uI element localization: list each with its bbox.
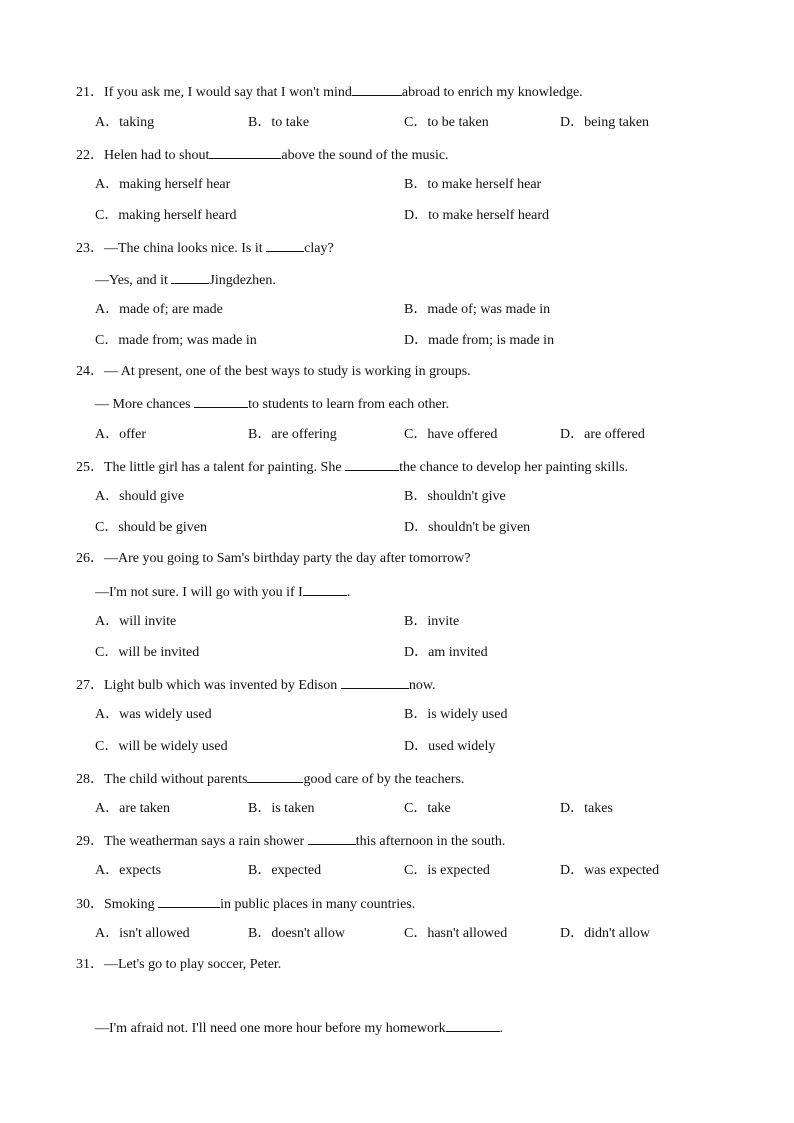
answer-blank <box>352 82 402 96</box>
answer-blank <box>308 831 356 845</box>
option-c[interactable]: C．take <box>404 801 451 816</box>
option-c[interactable]: C．making herself heard <box>95 208 237 223</box>
option-b[interactable]: B．to make herself hear <box>404 177 542 192</box>
option-a[interactable]: A．will invite <box>95 614 177 629</box>
stem-text: The child without parents <box>104 772 248 787</box>
option-a[interactable]: A．should give <box>95 489 185 504</box>
question-stem <box>76 956 281 974</box>
stem-text: in public places in many countries. <box>220 897 416 912</box>
stem-text: — At present, one of the best ways to study is working in groups. <box>104 364 471 379</box>
question-stem <box>76 894 415 914</box>
stem-text: —Let's go to play soccer, Peter. <box>104 957 282 972</box>
reply-text: . <box>499 1021 504 1036</box>
option-c[interactable]: C．should be given <box>95 520 207 535</box>
answer-blank <box>158 894 220 908</box>
option-b[interactable]: B．invite <box>404 614 460 629</box>
option-d[interactable]: D．shouldn't be given <box>404 520 531 535</box>
option-a[interactable]: A．are taken <box>95 801 171 816</box>
option-d[interactable]: D．didn't allow <box>560 926 651 941</box>
option-b[interactable]: B．are offering <box>248 427 337 442</box>
option-a[interactable]: A．making herself hear <box>95 177 231 192</box>
option-d[interactable]: D．being taken <box>560 115 650 130</box>
stem-text: —The china looks nice. Is it <box>104 241 267 256</box>
question-number: 29． <box>76 834 104 849</box>
stem-text: clay? <box>304 241 334 256</box>
option-a[interactable]: A．was widely used <box>95 707 212 722</box>
stem-text: good care of by the teachers. <box>303 772 465 787</box>
reply-text: —Yes, and it <box>95 273 172 288</box>
option-b[interactable]: B．made of; was made in <box>404 302 551 317</box>
option-c[interactable]: C．is expected <box>404 863 490 878</box>
stem-text: The little girl has a talent for painting. She <box>104 460 346 475</box>
question-number: 24． <box>76 364 104 379</box>
question-stem <box>76 82 583 102</box>
option-a[interactable]: A．taking <box>95 115 155 130</box>
stem-text: Helen had to shout <box>104 148 210 163</box>
option-a[interactable]: A．offer <box>95 427 147 442</box>
reply-text: —I'm not sure. I will go with you if I <box>95 585 303 600</box>
stem-text: now. <box>408 678 436 693</box>
answer-blank <box>194 394 248 408</box>
answer-blank <box>446 1018 500 1032</box>
option-b[interactable]: B．is widely used <box>404 707 508 722</box>
option-c[interactable]: C．will be invited <box>95 645 200 660</box>
question-stem <box>76 831 505 851</box>
question-number: 30． <box>76 897 104 912</box>
question-number: 25． <box>76 460 104 475</box>
reply-text: . <box>346 585 351 600</box>
stem-text: If you ask me, I would say that I won't mind <box>104 85 352 100</box>
option-d[interactable]: D．takes <box>560 801 613 816</box>
question-number: 27． <box>76 678 104 693</box>
option-d[interactable]: D．to make herself heard <box>404 208 549 223</box>
question-stem <box>76 363 471 381</box>
stem-text: —Are you going to Sam's birthday party the day after tomorrow? <box>104 551 471 566</box>
stem-text: above the sound of the music. <box>281 148 449 163</box>
answer-blank <box>345 457 399 471</box>
option-c[interactable]: C．hasn't allowed <box>404 926 508 941</box>
question-number: 26． <box>76 551 104 566</box>
question-number: 23． <box>76 241 104 256</box>
reply-text: to students to learn from each other. <box>248 397 450 412</box>
option-d[interactable]: D．was expected <box>560 863 660 878</box>
option-c[interactable]: C．will be widely used <box>95 739 228 754</box>
question-stem <box>76 769 464 789</box>
answer-blank <box>341 675 409 689</box>
reply-text: Jingdezhen. <box>209 273 276 288</box>
option-d[interactable]: D．used widely <box>404 739 496 754</box>
option-b[interactable]: B．shouldn't give <box>404 489 506 504</box>
option-d[interactable]: D．am invited <box>404 645 488 660</box>
stem-text: The weatherman says a rain shower <box>104 834 308 849</box>
option-b[interactable]: B．is taken <box>248 801 315 816</box>
question-stem <box>76 457 628 477</box>
stem-text: Light bulb which was invented by Edison <box>104 678 341 693</box>
option-b[interactable]: B．doesn't allow <box>248 926 346 941</box>
option-a[interactable]: A．made of; are made <box>95 302 223 317</box>
question-reply <box>95 1018 503 1038</box>
option-c[interactable]: C．have offered <box>404 427 498 442</box>
stem-text: Smoking <box>104 897 159 912</box>
question-stem <box>76 550 470 568</box>
answer-blank <box>209 145 281 159</box>
question-number: 28． <box>76 772 104 787</box>
stem-text: this afternoon in the south. <box>355 834 506 849</box>
question-number: 31． <box>76 957 104 972</box>
question-reply <box>95 270 276 290</box>
answer-blank <box>303 582 347 596</box>
question-stem <box>76 145 449 165</box>
answer-blank <box>247 769 303 783</box>
option-d[interactable]: D．made from; is made in <box>404 333 555 348</box>
stem-text: the chance to develop her painting skills. <box>399 460 629 475</box>
option-c[interactable]: C．to be taken <box>404 115 489 130</box>
question-number: 21． <box>76 85 104 100</box>
option-a[interactable]: A．expects <box>95 863 162 878</box>
option-b[interactable]: B．to take <box>248 115 310 130</box>
reply-text: —I'm afraid not. I'll need one more hour before my homework <box>95 1021 446 1036</box>
question-reply <box>95 582 350 602</box>
option-d[interactable]: D．are offered <box>560 427 645 442</box>
reply-text: — More chances <box>95 397 195 412</box>
question-stem <box>76 238 334 258</box>
answer-blank <box>266 238 304 252</box>
option-a[interactable]: A．isn't allowed <box>95 926 190 941</box>
answer-blank <box>171 270 209 284</box>
option-c[interactable]: C．made from; was made in <box>95 333 257 348</box>
option-b[interactable]: B．expected <box>248 863 322 878</box>
stem-text: abroad to enrich my knowledge. <box>401 85 583 100</box>
question-stem <box>76 675 436 695</box>
question-number: 22． <box>76 148 104 163</box>
question-reply <box>95 394 449 414</box>
